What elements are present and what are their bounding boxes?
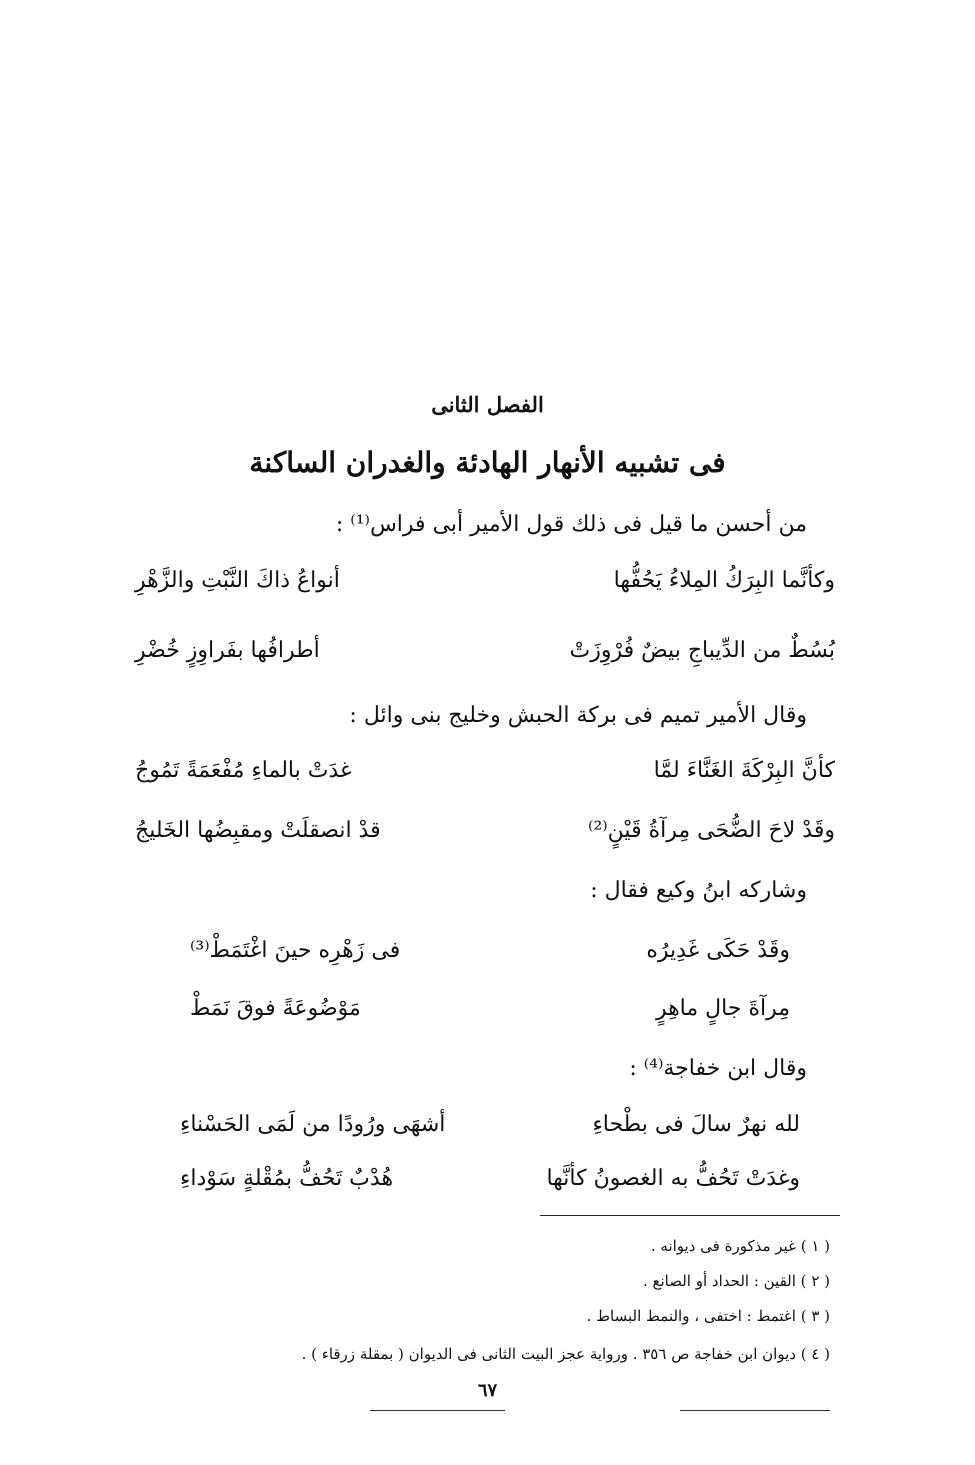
verse-second-hemistich: قدْ انصقلَتْ ومقبِضُها الخَليجُ <box>135 818 381 843</box>
footnote-2: ( ٢ ) القين : الحداد أو الصانع . <box>642 1272 830 1290</box>
page-number: ٦٧ <box>477 1380 498 1401</box>
verse-second-hemistich: أشهَى ورُودًا من لَمَى الحَسْناءِ <box>180 1112 446 1137</box>
verse-first-hemistich: وقَدْ حَكَى غَدِيرُه <box>646 938 790 963</box>
verse-second-hemistich: غدَتْ بالماءِ مُفْعَمَةً تَمُوجُ <box>135 758 352 783</box>
verse-line <box>180 1166 800 1191</box>
verse-line <box>190 996 790 1021</box>
verse-first-hemistich: مِرآةَ جالٍ ماهِرٍ <box>655 996 790 1021</box>
verse-first-hemistich: وقَدْ لاحَ الضُّحَى مِرآةُ قَيْنٍ⁽²⁾ <box>588 818 835 843</box>
verse-second-hemistich: مَوْضُوعَةً فوقَ نَمَطْ <box>190 996 361 1021</box>
verse-second-hemistich: فى زَهْرِه حينَ اغْتَمَطْ⁽³⁾ <box>190 938 401 963</box>
intro-line-3: وشاركه ابنُ وكيع فقال : <box>590 878 807 903</box>
verse-line <box>135 568 835 593</box>
verse-second-hemistich: أنواعُ ذاكَ النَّبْتِ والزَّهْرِ <box>135 568 340 593</box>
verse-first-hemistich: وغدَتْ تَحُفُّ به الغصونُ كأنَّها <box>546 1166 800 1191</box>
intro-line-1: من أحسن ما قيل فى ذلك قول الأمير أبى فراس⁽¹⁾ : <box>335 512 807 537</box>
footnote-1: ( ١ ) غير مذكورة فى ديوانه . <box>650 1237 830 1255</box>
verse-first-hemistich: وكأنَّما البِرَكُ المِلاءُ يَحُفُّها <box>613 568 835 593</box>
intro-line-2: وقال الأمير تميم فى بركة الحبش وخليج بنى وائل : <box>349 703 807 728</box>
verse-line <box>180 1112 800 1137</box>
verse-first-hemistich: كأنَّ البِرْكَةَ الغَنَّاءَ لمَّا <box>653 758 835 783</box>
verse-second-hemistich: أطرافُها بفَراوِزٍ خُضْرِ <box>135 638 320 663</box>
intro-line-4: وقال ابن خفاجة⁽⁴⁾ : <box>629 1056 807 1081</box>
section-title: فى تشبيه الأنهار الهادئة والغدران الساكنة <box>249 446 726 479</box>
verse-line <box>135 758 835 783</box>
footnote-divider <box>540 1215 840 1216</box>
verse-first-hemistich: بُسُطٌ من الدِّيباجِ بيضٌ فُرْوِزَتْ <box>569 638 835 663</box>
verse-line <box>135 818 835 843</box>
footnote-3: ( ٣ ) اغتمط : اختفى ، والنمط البساط . <box>586 1307 830 1325</box>
chapter-heading: الفصل الثانى <box>431 392 544 417</box>
verse-line <box>135 638 835 663</box>
verse-line <box>190 938 790 963</box>
footnote-4: ( ٤ ) ديوان ابن خفاجة ص ٣٥٦ . ورواية عجز البيت الثانى فى الديوان ( بمقلة زرقاء ) . <box>301 1345 830 1363</box>
bottom-rule-right <box>680 1410 830 1411</box>
verse-second-hemistich: هُدْبٌ تَحُفُّ بمُقْلةٍ سَوْداءِ <box>180 1166 394 1191</box>
bottom-rule-left <box>370 1410 505 1411</box>
verse-first-hemistich: لله نهرٌ سالَ فى بطْحاءِ <box>592 1112 800 1137</box>
